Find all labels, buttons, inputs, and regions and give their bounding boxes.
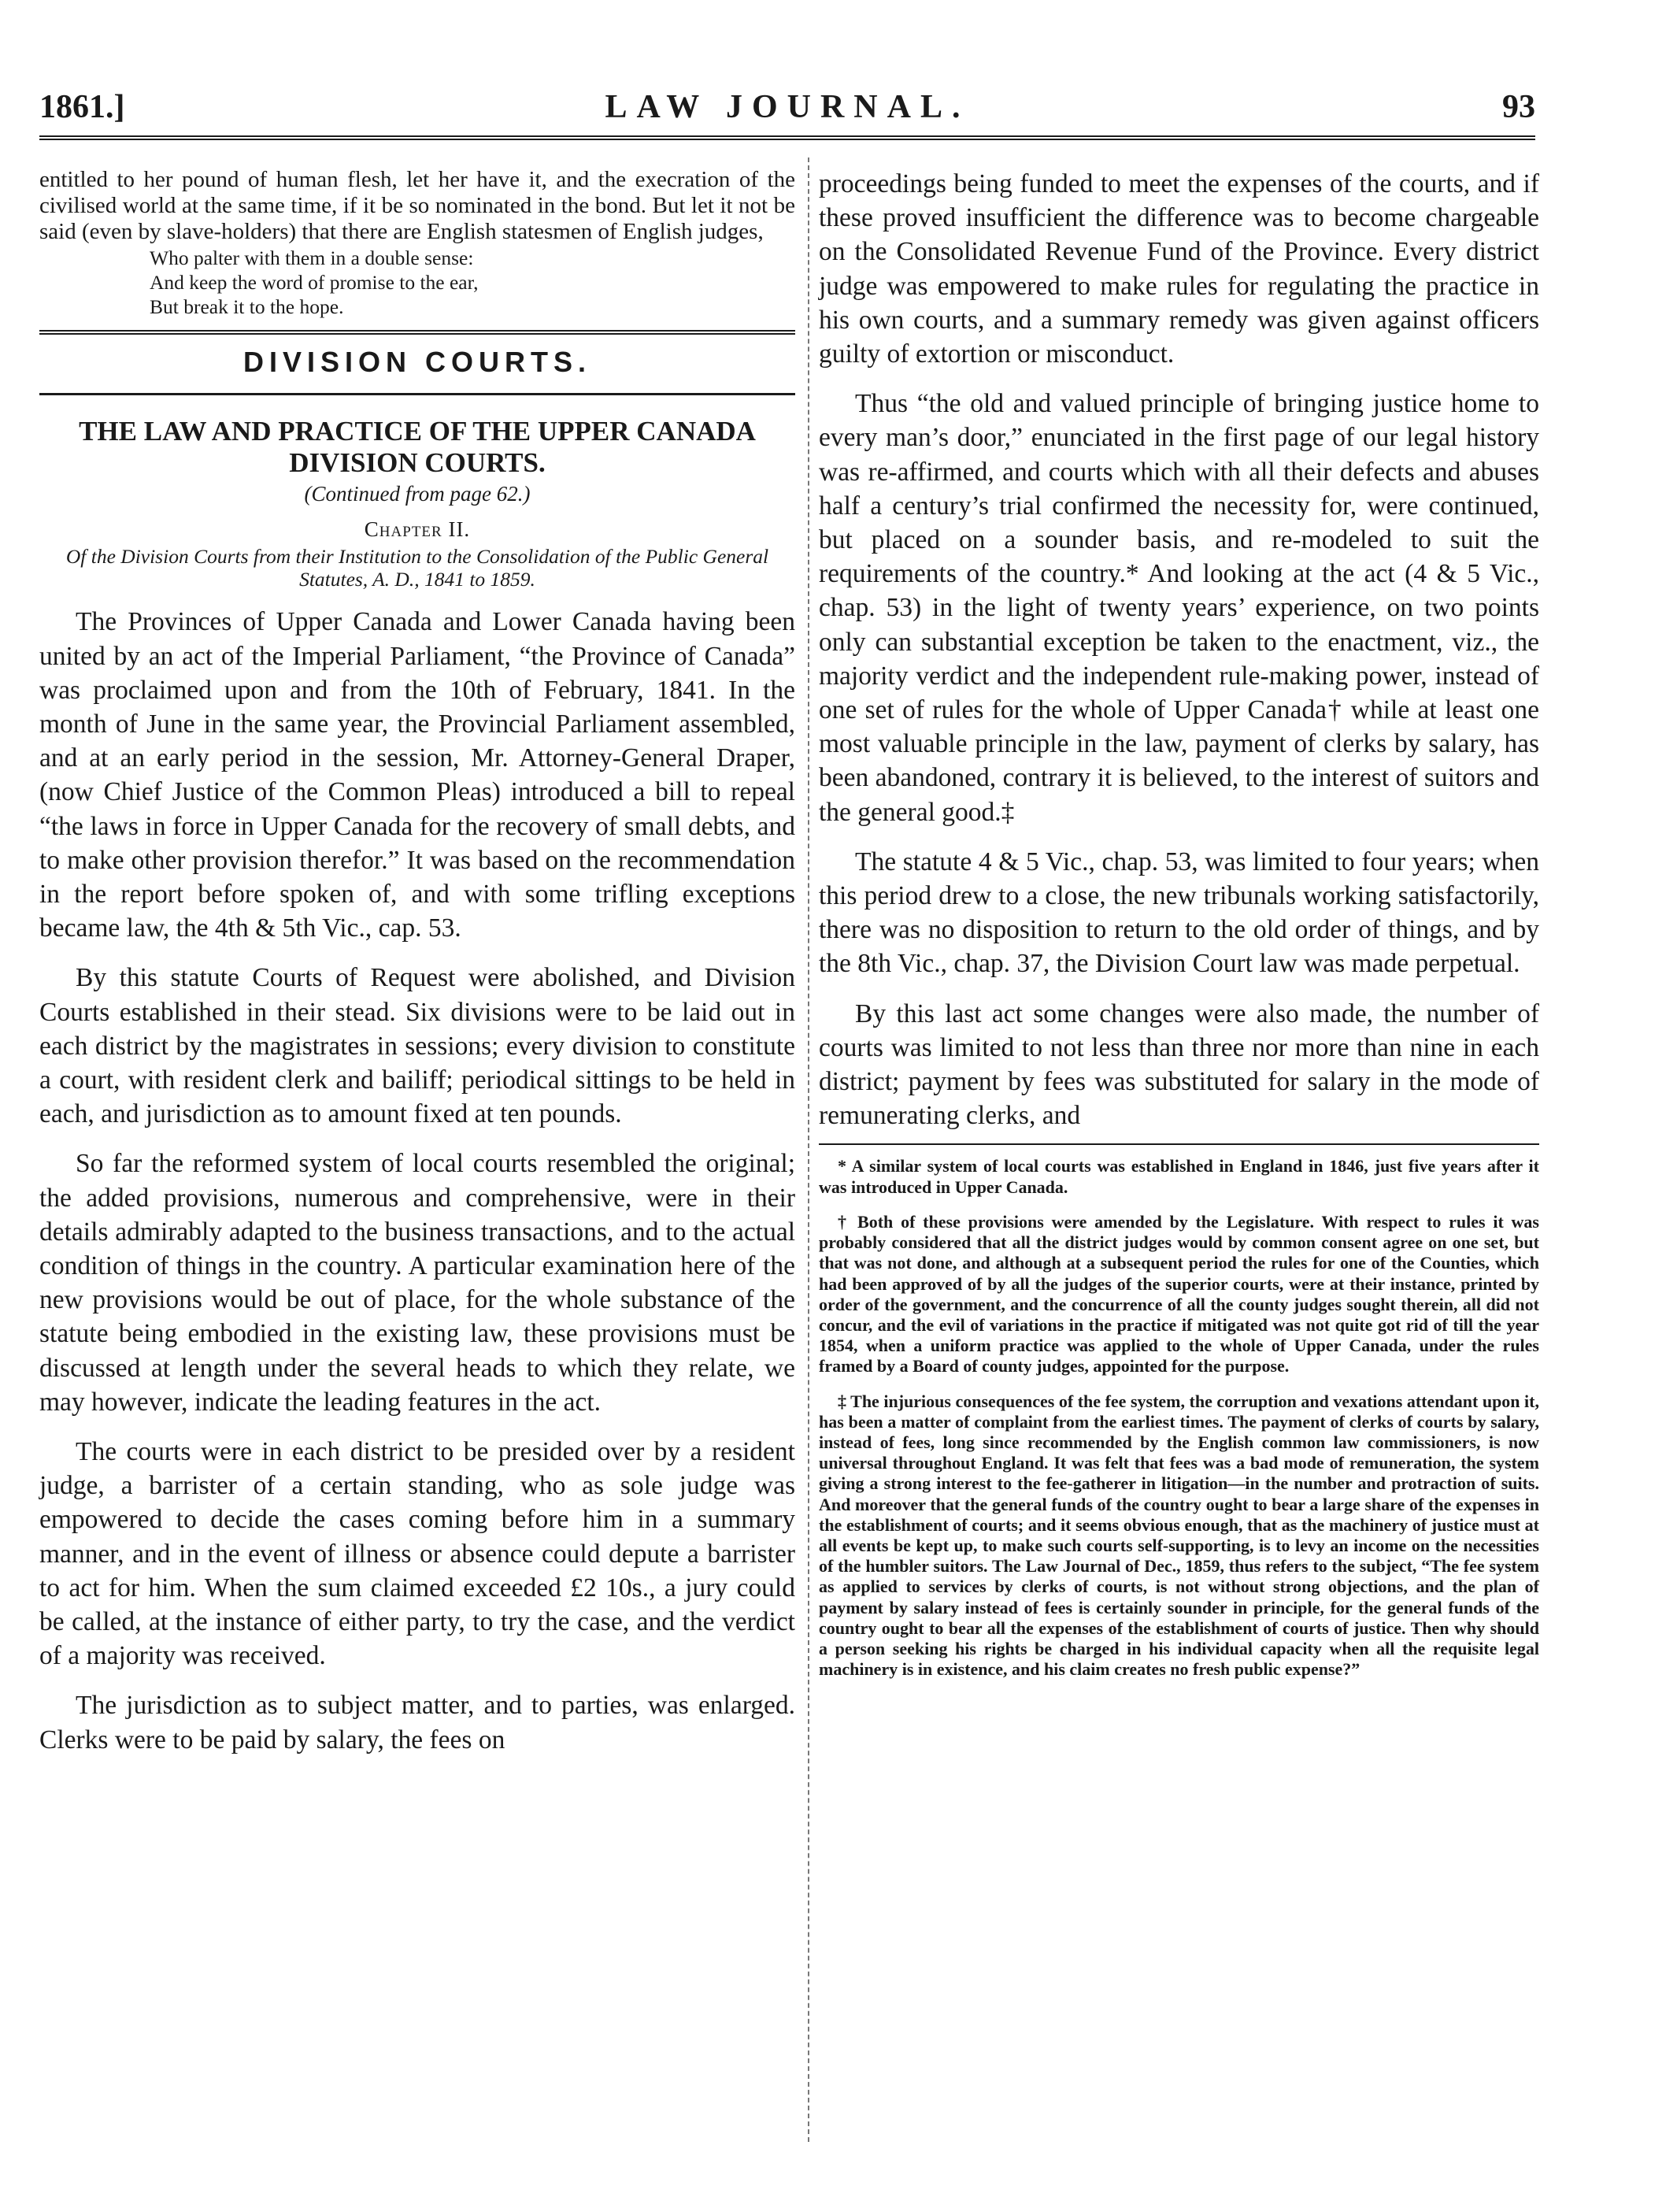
quote-line: But break it to the hope. <box>150 295 344 319</box>
body-paragraph: proceedings being funded to meet the expenses of the courts, and if these proved insufficient the difference was to become chargeable on the Consolidated Revenue Fund of the Province. Every district judge was empowered to make rules for regulating the practice in his own courts, and a summary remedy was given against officers guilty of extortion or misconduct. <box>819 169 1539 369</box>
body-paragraph: So far the reformed system of local courts resembled the original; the added provisions, numerous and comprehensive, were in their details admirably adapted to the business transactions, and to the actual condition of things in the country. A particular examination here of the new provisions would be out of place, for the whole substance of the statute being embodied in the existing law, these provisions must be discussed at length under the several heads to which they relate, we may however, indicate the leading features in the act. <box>39 1149 795 1417</box>
header-year: 1861.] <box>39 89 125 125</box>
intro-paragraph: entitled to her pound of human flesh, let her have it, and the execration of the civilised world at the same time, if it be so nominated in the bond. But let it not be said (even by slave-holders) that there are English statesmen of English judges, <box>39 167 795 244</box>
body-paragraph: The statute 4 & 5 Vic., chap. 53, was limited to four years; when this period drew to a close, the new tribunals working satisfactorily, there was no disposition to return to the old order of things, and by the 8th Vic., chap. 37, the Division Court law was made perpetual. <box>819 847 1539 979</box>
article-title: THE LAW AND PRACTICE OF THE UPPER CANADA DIVISION COURTS. <box>79 416 756 479</box>
page-number: 93 <box>1502 89 1535 125</box>
footnote: † Both of these provisions were amended by the Legislature. With respect to rules it was probably considered that all the district judges would by common consent agree on one set, but that was not done, and although at a subsequent period the rules for one of the Counties, which had been approved of by all the judges of the superior courts, were at their instance, printed by order of the government, and the concurrence of all the county judges sought therein, all did not concur, and the evil of variations in the practice if mitigated was not quite got rid of till the year 1854, when a uniform practice was applied to the whole of Upper Canada, under the rules framed by a Board of county judges, appointed for the purpose. <box>819 1211 1539 1376</box>
continued-note: (Continued from page 62.) <box>304 482 531 506</box>
body-paragraph: The courts were in each district to be presided over by a resident judge, a barrister of a certain standing, who as sole judge was empowered to decide the cases coming before him in a summary manner, and in the event of illness or absence could depute a barrister to act for him. When the sum claimed exceeded £2 10s., a jury could be called, at the instance of either party, to try the case, and the verdict of a majority was received. <box>39 1437 795 1671</box>
left-column <box>39 167 795 1757</box>
body-paragraph: Thus “the old and valued principle of bringing justice home to every man’s door,” enunciated in the first page of our legal history was re-affirmed, and courts which with all their defects and abuses half a century’s trial confirmed the necessity for, were continued, but placed on a sounder basis, and re-modeled to suit the requirements of the country.* And looking at the act (4 & 5 Vic., chap. 53) in the light of twenty years’ experience, on two points only can substantial exception be taken to the enactment, viz., the majority verdict and the independent rule-making power, instead of one set of rules for the whole of Upper Canada† while at least one most valuable principle in the law, payment of clerks by salary, has been abandoned, contrary it is believed, to the interest of suitors and the general good.‡ <box>819 389 1539 827</box>
verse-quote <box>39 246 795 319</box>
quote-line: Who palter with them in a double sense: <box>150 246 474 270</box>
quote-line: And keep the word of promise to the ear, <box>150 271 479 295</box>
journal-title: LAW JOURNAL. <box>605 89 970 125</box>
section-heading: DIVISION COURTS. <box>242 346 592 379</box>
column-divider <box>808 157 809 2142</box>
footnote: ‡ The injurious consequences of the fee system, the corruption and vexations attendant upon it, has been a matter of complaint from the earliest times. The payment of clerks of courts by salary, instead of fees, long since recommended by the English common law commissioners, is now universal throughout England. It was felt that fees was a bad mode of remuneration, the system giving a strong interest to the fee-gatherer in litigation—in the number and protraction of suits. And moreover that the general funds of the country ought to bear a large share of the expenses in the establishment of courts; and it seems obvious enough, that as the machinery of justice must at all events be kept up, to make such courts self-supporting, is to levy an income on the necessities of the humbler suitors. The Law Journal of Dec., 1859, thus refers to the subject, “The fee system as applied to services by clerks of courts, is not without strong objections, and the plan of payment by salary instead of fees is certainly sounder in principle, for the general funds of the country ought to bear all the expenses of the establishment of courts of justice. Then why should a person seeking his rights be charged in his individual capacity when all the requisite legal machinery is in existence, and his claim creates no fresh public expense?” <box>819 1391 1539 1680</box>
section-underrule <box>39 393 795 395</box>
footnote: * A similar system of local courts was established in England in 1846, just five years after it was introduced in Upper Canada. <box>819 1156 1539 1197</box>
chapter-heading: Chapter II. <box>364 517 471 542</box>
body-paragraph: The Provinces of Upper Canada and Lower Canada having been united by an act of the Imperial Parliament, “the Province of Canada” was proclaimed upon and from the 10th of February, 1841. In the month of June in the same year, the Provincial Parliament assembled, and at an early period in the session, Mr. Attorney-General Draper, (now Chief Justice of the Common Pleas) introduced a bill to repeal “the laws in force in Upper Canada for the recovery of small debts, and to make other provision therefor.” It was based on the recommendation in the report before spoken of, and with some trifling exceptions became law, the 4th & 5th Vic., cap. 53. <box>39 607 795 943</box>
body-paragraph: By this last act some changes were also made, the number of courts was limited to not less than three nor more than nine in each district; payment by fees was substituted for salary in the mode of remunerating clerks, and <box>819 999 1539 1131</box>
footnote-rule <box>819 1143 1539 1145</box>
section-rule <box>39 330 795 335</box>
right-column <box>819 167 1539 1680</box>
chapter-subtitle: Of the Division Courts from their Institution to the Consolidation of the Public General Statutes, A. D., 1841 to 1859. <box>65 545 769 591</box>
body-paragraph: By this statute Courts of Request were abolished, and Division Courts established in their stead. Six divisions were to be laid out in each district by the magistrates in sessions; every division to constitute a court, with resident clerk and bailiff; periodical sittings to be held in each, and jurisdiction as to amount fixed at ten pounds. <box>39 963 795 1129</box>
body-paragraph: The jurisdiction as to subject matter, and to parties, was enlarged. Clerks were to be paid by salary, the fees on <box>39 1691 795 1754</box>
running-header <box>39 88 1535 135</box>
header-rule <box>39 135 1535 140</box>
